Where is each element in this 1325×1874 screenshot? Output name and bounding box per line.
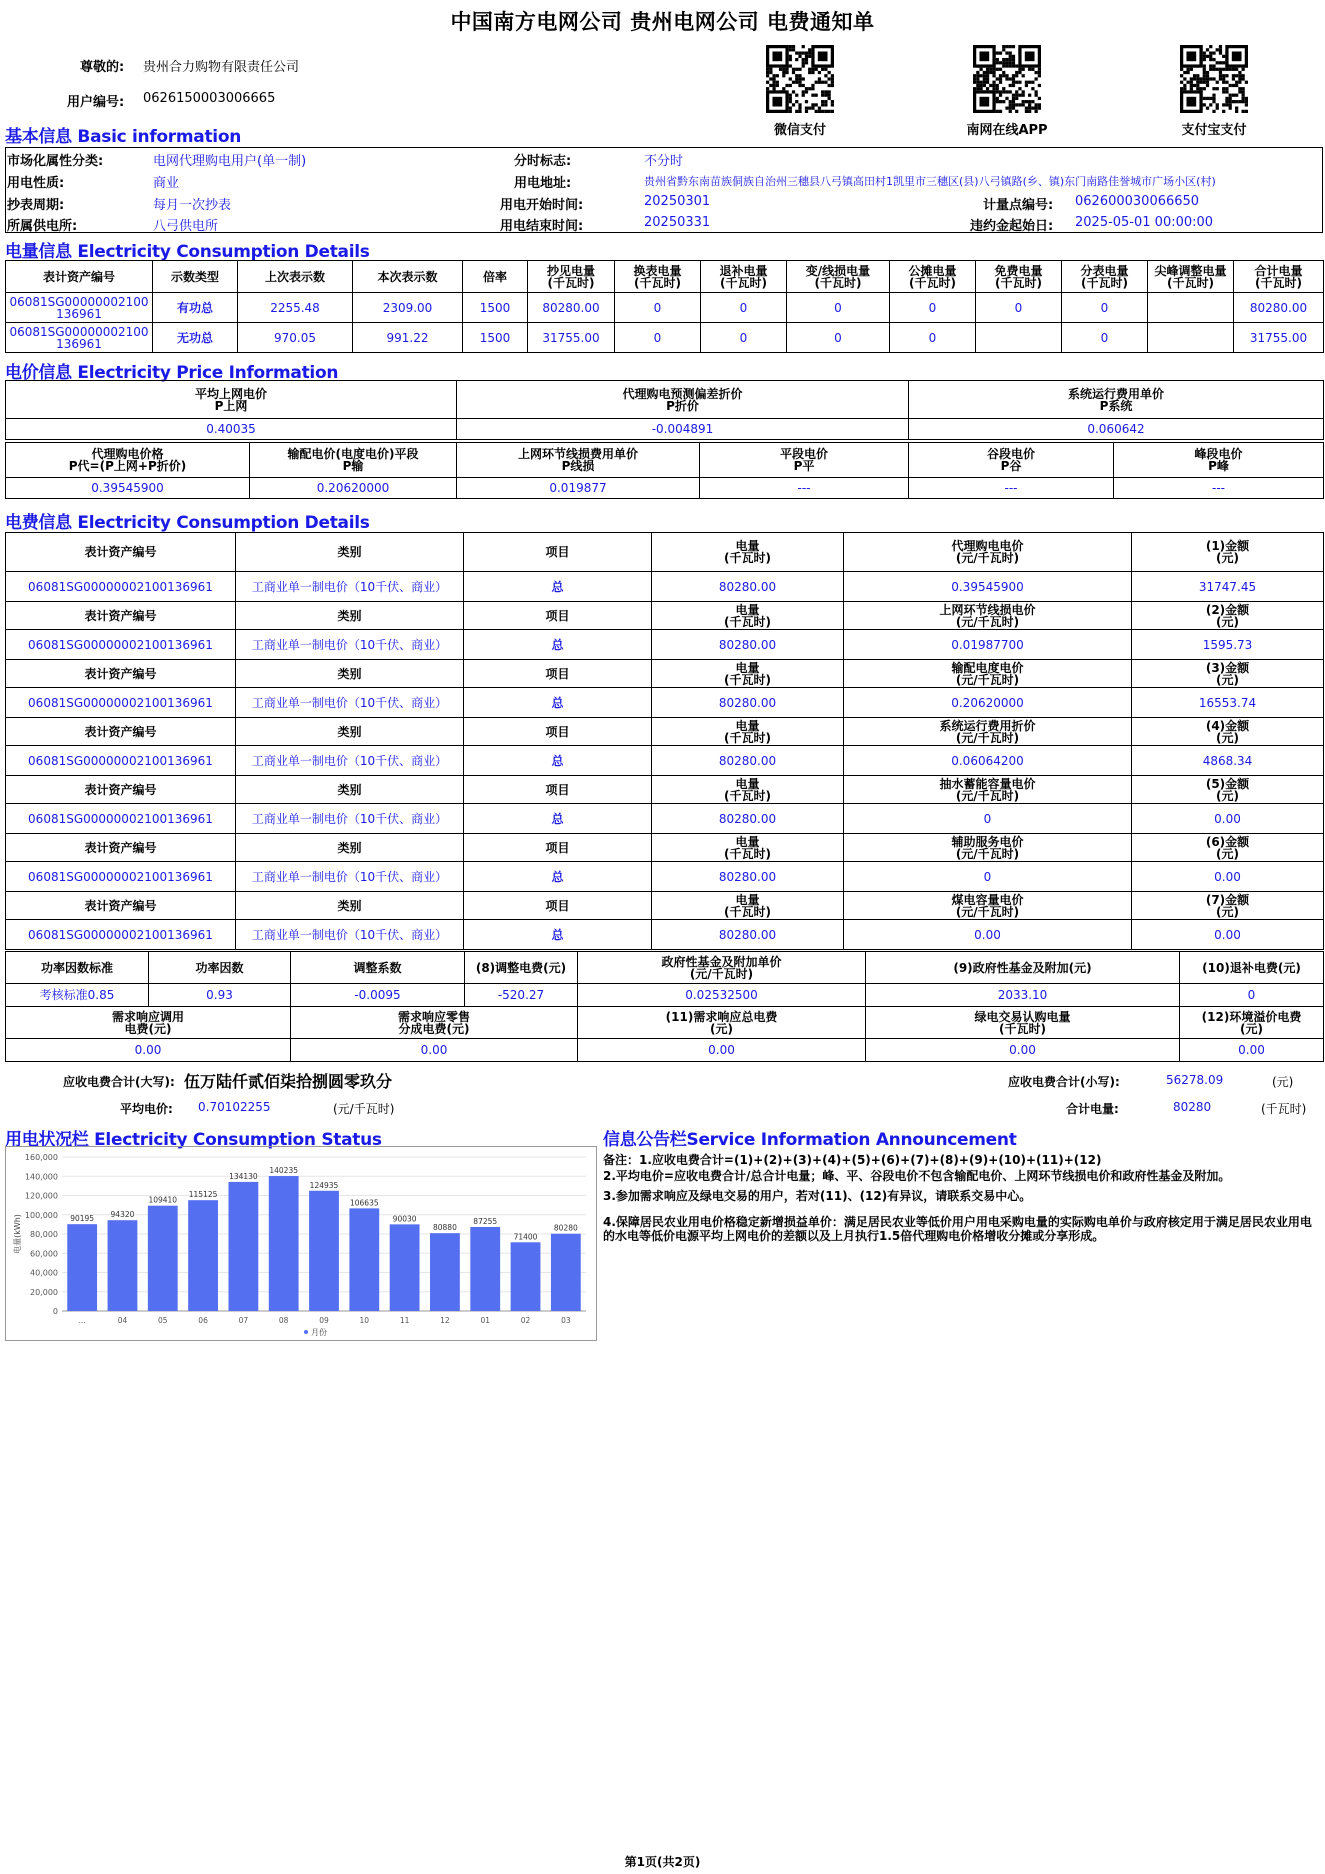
- end-date: 20250331: [644, 215, 711, 230]
- y-axis-label: 电量(kWh): [13, 1214, 22, 1254]
- col-meter: 表计资产编号: [6, 533, 236, 572]
- pf-standard-label: 功率因数标准: [6, 952, 149, 984]
- fee-qty: 80280.00: [652, 920, 844, 950]
- col-price: 上网环节线损电价 (元/千瓦时): [844, 602, 1132, 630]
- basic-info-title: 基本信息 Basic information: [5, 127, 241, 147]
- fee-amount: 31747.45: [1132, 572, 1324, 602]
- env-premium-label: (12)环境溢价电费 (元): [1180, 1007, 1324, 1039]
- fee-type: 工商业单一制电价（10千伏、商业）: [236, 572, 464, 602]
- end-label: 用电结束时间:: [500, 219, 584, 234]
- col-multiplier: 倍率: [463, 261, 528, 293]
- fee-amount: 0.00: [1132, 804, 1324, 834]
- valley-price: ---: [909, 478, 1114, 499]
- peak-price: ---: [1114, 478, 1324, 499]
- x-tick-label: ...: [78, 1316, 86, 1325]
- bar-value-label: 109410: [148, 1195, 178, 1205]
- this-reading: 991.22: [353, 323, 463, 353]
- col-amount: (5)金额 (元): [1132, 776, 1324, 804]
- col-amount: (6)金额 (元): [1132, 834, 1324, 862]
- loss-qty: 0: [787, 323, 890, 353]
- market-attr-label: 市场化属性分类:: [7, 154, 104, 169]
- gov-fund: 2033.10: [866, 984, 1180, 1007]
- col-meter: 表计资产编号: [6, 892, 236, 920]
- fee-item: 总: [464, 746, 652, 776]
- valley-price-label: 谷段电价 P谷: [909, 443, 1114, 478]
- total-cn: 伍万陆仟贰佰柒拾捌圆零玖分: [184, 1072, 393, 1091]
- fee-type: 工商业单一制电价（10千伏、商业）: [236, 630, 464, 660]
- y-tick-label: 160,000: [24, 1153, 58, 1162]
- col-item: 项目: [464, 776, 652, 804]
- alipay-qr-icon[interactable]: [1180, 45, 1248, 113]
- office: 八弓供电所: [153, 219, 219, 234]
- col-type: 类别: [236, 718, 464, 746]
- fee-table: [5, 532, 1324, 950]
- fee-item: 总: [464, 572, 652, 602]
- fee-price: 0.39545900: [844, 572, 1132, 602]
- fee-type: 工商业单一制电价（10千伏、商业）: [236, 688, 464, 718]
- meter-id: 06081SG00000002100136961: [6, 293, 153, 323]
- table-row: [6, 630, 1324, 660]
- table-row: [6, 804, 1324, 834]
- fee-header-row: [6, 602, 1324, 630]
- deviation-price-label: 代理购电预测偏差折价 P折价: [457, 381, 909, 419]
- green-qty: 0.00: [866, 1039, 1180, 1062]
- pf-standard: 考核标准0.85: [6, 984, 149, 1007]
- gov-fund-price-label: 政府性基金及附加单价 (元/千瓦时): [578, 952, 866, 984]
- start-date: 20250301: [644, 194, 711, 209]
- col-price: 系统运行费用折价 (元/千瓦时): [844, 718, 1132, 746]
- chart-bar: [148, 1206, 178, 1311]
- time-flag-label: 分时标志:: [514, 154, 572, 169]
- y-tick-label: 140,000: [24, 1172, 58, 1182]
- fee-type: 工商业单一制电价（10千伏、商业）: [236, 862, 464, 892]
- col-qty: 电量 (千瓦时): [652, 602, 844, 630]
- col-price: 辅助服务电价 (元/千瓦时): [844, 834, 1132, 862]
- penalty-label: 违约金起始日:: [970, 219, 1054, 234]
- fee-amount: 4868.34: [1132, 746, 1324, 776]
- office-label: 所属供电所:: [7, 219, 78, 234]
- fee-qty: 80280.00: [652, 630, 844, 660]
- col-type: 类别: [236, 776, 464, 804]
- y-tick-label: 60,000: [30, 1249, 58, 1259]
- meter-id: 06081SG00000002100136961: [6, 804, 236, 834]
- col-qty: 电量 (千瓦时): [652, 834, 844, 862]
- read-cycle: 每月一次抄表: [153, 198, 232, 213]
- x-tick-label: 12: [440, 1316, 450, 1325]
- table-row: [6, 862, 1324, 892]
- col-meter: 表计资产编号: [6, 602, 236, 630]
- transmission-price: 0.20620000: [250, 478, 457, 499]
- col-item: 项目: [464, 834, 652, 862]
- col-swap-qty: 换表电量 (千瓦时): [615, 261, 701, 293]
- fee-type: 工商业单一制电价（10千伏、商业）: [236, 804, 464, 834]
- chart-bar: [67, 1224, 97, 1311]
- meter-id: 06081SG00000002100136961: [6, 920, 236, 950]
- use-nature: 商业: [153, 176, 180, 191]
- consumption-table: [5, 260, 1324, 353]
- col-total-qty: 合计电量 (千瓦时): [1234, 261, 1324, 293]
- notice-line-3: 3.参加需求响应及绿电交易的用户，若对(11)、(12)有异议，请联系交易中心。: [603, 1189, 1032, 1203]
- col-price: 输配电度电价 (元/千瓦时): [844, 660, 1132, 688]
- peak-adj-qty: [1148, 323, 1234, 353]
- total-qty: 31755.00: [1234, 323, 1324, 353]
- fee-price: 0: [844, 804, 1132, 834]
- col-amount: (3)金额 (元): [1132, 660, 1324, 688]
- col-peak-adj-qty: 尖峰调整电量 (千瓦时): [1148, 261, 1234, 293]
- col-meter: 表计资产编号: [6, 261, 153, 293]
- price-table-2: [5, 442, 1324, 499]
- x-tick-label: 05: [157, 1316, 168, 1325]
- fee-amount: 1595.73: [1132, 630, 1324, 660]
- col-qty: 电量 (千瓦时): [652, 718, 844, 746]
- chart-bar: [188, 1200, 218, 1311]
- col-qty: 电量 (千瓦时): [652, 892, 844, 920]
- col-read-qty: 抄见电量 (千瓦时): [528, 261, 615, 293]
- agent-price-label: 代理购电价格 P代=(P上网+P折价): [6, 443, 250, 478]
- legend-label: 月份: [311, 1328, 327, 1337]
- bar-value-label: 80880: [432, 1223, 457, 1233]
- total-unit: (元): [1272, 1075, 1294, 1089]
- csg-app-label: 南网在线APP: [966, 123, 1048, 138]
- col-this-reading: 本次表示数: [353, 261, 463, 293]
- fee-item: 总: [464, 804, 652, 834]
- col-qty: 电量 (千瓦时): [652, 660, 844, 688]
- y-tick-label: 40,000: [30, 1268, 58, 1278]
- bar-value-label: 71400: [513, 1232, 538, 1242]
- line-loss-price: 0.019877: [457, 478, 700, 499]
- y-tick-label: 100,000: [24, 1210, 58, 1220]
- sub-qty: 0: [1062, 293, 1148, 323]
- fee-price: 0.20620000: [844, 688, 1132, 718]
- y-tick-label: 20,000: [30, 1287, 58, 1297]
- read-qty: 80280.00: [528, 293, 615, 323]
- col-meter: 表计资产编号: [6, 834, 236, 862]
- adj-coef-label: 调整系数: [291, 952, 465, 984]
- shared-qty: 0: [890, 293, 976, 323]
- x-tick-label: 09: [319, 1316, 329, 1325]
- sub-qty: 0: [1062, 323, 1148, 353]
- bar-value-label: 115125: [188, 1190, 218, 1200]
- bar-value-label: 134130: [229, 1171, 258, 1181]
- line-loss-price-label: 上网环节线损费用单价 P线损: [457, 443, 700, 478]
- this-reading: 2309.00: [353, 293, 463, 323]
- total-cn-label: 应收电费合计(大写):: [63, 1075, 175, 1089]
- transmission-price-label: 输配电价(电度电价)平段 P输: [250, 443, 457, 478]
- chart-bar: [349, 1208, 379, 1311]
- fee-header-row: [6, 892, 1324, 920]
- start-label: 用电开始时间:: [500, 198, 584, 213]
- col-amount: (2)金额 (元): [1132, 602, 1324, 630]
- dr-call-fee: 0.00: [6, 1039, 291, 1062]
- consumption-bar-chart: [6, 1147, 596, 1340]
- address: 贵州省黔东南苗族侗族自治州三穗县八弓镇高田村1凯里市三穗区(县)八弓镇路(乡、镇)东门南路佳誉城市广场小区(村): [644, 175, 1216, 188]
- avg-grid-price-label: 平均上网电价 P上网: [6, 381, 457, 419]
- fee-qty: 80280.00: [652, 746, 844, 776]
- table-row: [6, 746, 1324, 776]
- y-tick-label: 0: [52, 1307, 58, 1316]
- price-table-1: [5, 380, 1324, 440]
- table-row: [6, 293, 1324, 323]
- col-amount: (7)金额 (元): [1132, 892, 1324, 920]
- x-tick-label: 01: [480, 1316, 491, 1325]
- total-qty: 80280.00: [1234, 293, 1324, 323]
- fee-item: 总: [464, 630, 652, 660]
- alipay-label: 支付宝支付: [1181, 123, 1247, 138]
- legend-marker: [304, 1330, 308, 1334]
- col-meter: 表计资产编号: [6, 776, 236, 804]
- notice-line-4: 4.保障居民农业用电价格稳定新增损益单价：满足居民农业等低价用户用电采购电量的实际购电单价与政府核定用于满足居民农业用电的水电等低价电源平均上网电价的差额以及上月执行1.5倍代理购电价格增收分摊或分享形成。: [603, 1215, 1312, 1243]
- refund-fee: 0: [1180, 984, 1324, 1007]
- x-tick-label: 02: [520, 1316, 531, 1325]
- col-last-reading: 上次表示数: [238, 261, 353, 293]
- multiplier: 1500: [463, 323, 528, 353]
- flat-price: ---: [700, 478, 909, 499]
- use-nature-label: 用电性质:: [7, 176, 65, 191]
- fee-title: 电费信息 Electricity Consumption Details: [5, 513, 370, 533]
- fee-item: 总: [464, 920, 652, 950]
- read-cycle-label: 抄表周期:: [7, 198, 65, 213]
- agent-price: 0.39545900: [6, 478, 250, 499]
- x-tick-label: 07: [238, 1316, 249, 1325]
- bar-value-label: 124935: [309, 1180, 339, 1190]
- fee-header-row: [6, 533, 1324, 572]
- avg-grid-price: 0.40035: [6, 419, 457, 440]
- fee-type: 工商业单一制电价（10千伏、商业）: [236, 920, 464, 950]
- flat-price-label: 平段电价 P平: [700, 443, 909, 478]
- adj-fee-label: (8)调整电费(元): [465, 952, 578, 984]
- dr-total-fee: 0.00: [578, 1039, 866, 1062]
- system-fee-price-label: 系统运行费用单价 P系统: [909, 381, 1324, 419]
- gov-fund-price: 0.02532500: [578, 984, 866, 1007]
- fee-qty: 80280.00: [652, 572, 844, 602]
- col-item: 项目: [464, 718, 652, 746]
- meter-id: 06081SG00000002100136961: [6, 746, 236, 776]
- page-title: 中国南方电网公司 贵州电网公司 电费通知单: [450, 10, 875, 34]
- user-no: 0626150003006665: [143, 91, 276, 106]
- col-item: 项目: [464, 660, 652, 688]
- y-tick-label: 120,000: [24, 1191, 58, 1201]
- notice-title: 信息公告栏Service Information Announcement: [603, 1130, 1017, 1150]
- wechat-pay-qr-icon[interactable]: [766, 45, 834, 113]
- basic-info-box: [5, 147, 1323, 233]
- consumption-header-row: [6, 261, 1324, 293]
- notice-content: [603, 1153, 1323, 1243]
- fee-amount: 16553.74: [1132, 688, 1324, 718]
- chart-bar: [228, 1182, 258, 1311]
- penalty-date: 2025-05-01 00:00:00: [1075, 215, 1214, 230]
- col-type: 类别: [236, 660, 464, 688]
- deviation-price: -0.004891: [457, 419, 909, 440]
- dr-call-fee-label: 需求响应调用 电费(元): [6, 1007, 291, 1039]
- wechat-pay-label: 微信支付: [773, 123, 826, 138]
- meter-point: 062600030066650: [1075, 194, 1200, 209]
- page-number: 第1页(共2页): [624, 1855, 701, 1869]
- bar-value-label: 90030: [392, 1214, 417, 1224]
- bar-value-label: 80280: [553, 1223, 578, 1233]
- reading-type: 有功总: [153, 293, 238, 323]
- multiplier: 1500: [463, 293, 528, 323]
- x-tick-label: 04: [117, 1316, 128, 1325]
- peak-adj-qty: [1148, 293, 1234, 323]
- meter-id: 06081SG00000002100136961: [6, 323, 153, 353]
- demand-response-table: [5, 1006, 1324, 1062]
- free-qty: 0: [976, 293, 1062, 323]
- col-reading-type: 示数类型: [153, 261, 238, 293]
- col-qty: 电量 (千瓦时): [652, 533, 844, 572]
- col-item: 项目: [464, 533, 652, 572]
- bar-value-label: 106635: [349, 1198, 379, 1208]
- pf: 0.93: [149, 984, 291, 1007]
- bar-value-label: 94320: [110, 1210, 135, 1220]
- col-type: 类别: [236, 602, 464, 630]
- chart-bar: [269, 1176, 299, 1311]
- swap-qty: 0: [615, 293, 701, 323]
- meter-id: 06081SG00000002100136961: [6, 862, 236, 892]
- qty-label: 合计电量:: [1066, 1102, 1119, 1116]
- fee-header-row: [6, 776, 1324, 804]
- total-label: 应收电费合计(小写):: [1008, 1075, 1120, 1089]
- system-fee-price: 0.060642: [909, 419, 1324, 440]
- shared-qty: 0: [890, 323, 976, 353]
- meter-id: 06081SG00000002100136961: [6, 630, 236, 660]
- chart-bar: [470, 1227, 500, 1311]
- market-attr: 电网代理购电用户(单一制): [153, 154, 307, 169]
- adjustment-table: [5, 951, 1324, 1007]
- refund-fee-label: (10)退补电费(元): [1180, 952, 1324, 984]
- adj-coef: -0.0095: [291, 984, 465, 1007]
- loss-qty: 0: [787, 293, 890, 323]
- customer-name: 贵州合力购物有限责任公司: [143, 60, 300, 75]
- fee-item: 总: [464, 862, 652, 892]
- fee-price: 0.01987700: [844, 630, 1132, 660]
- adj-fee: -520.27: [465, 984, 578, 1007]
- last-reading: 970.05: [238, 323, 353, 353]
- chart-bar: [551, 1234, 581, 1311]
- fee-type: 工商业单一制电价（10千伏、商业）: [236, 746, 464, 776]
- read-qty: 31755.00: [528, 323, 615, 353]
- price-title: 电价信息 Electricity Price Information: [5, 363, 339, 383]
- env-premium: 0.00: [1180, 1039, 1324, 1062]
- col-price: 抽水蓄能容量电价 (元/千瓦时): [844, 776, 1132, 804]
- table-row: [6, 688, 1324, 718]
- green-qty-label: 绿电交易认购电量 (千瓦时): [866, 1007, 1180, 1039]
- time-flag: 不分时: [644, 154, 684, 169]
- total: 56278.09: [1166, 1073, 1224, 1087]
- y-tick-label: 80,000: [30, 1230, 58, 1239]
- fee-qty: 80280.00: [652, 862, 844, 892]
- x-tick-label: 03: [561, 1316, 571, 1325]
- table-row: [6, 323, 1324, 353]
- meter-id: 06081SG00000002100136961: [6, 688, 236, 718]
- respected-label: 尊敬的:: [80, 60, 125, 75]
- chart-bar: [511, 1242, 541, 1311]
- col-shared-qty: 公摊电量 (千瓦时): [890, 261, 976, 293]
- dr-retail-fee-label: 需求响应零售 分成电费(元): [291, 1007, 578, 1039]
- bar-value-label: 87255: [473, 1217, 498, 1227]
- refund-qty: 0: [701, 323, 787, 353]
- avg-price: 0.70102255: [198, 1100, 271, 1114]
- user-no-label: 用户编号:: [67, 95, 125, 110]
- free-qty: [976, 323, 1062, 353]
- refund-qty: 0: [701, 293, 787, 323]
- dr-total-fee-label: (11)需求响应总电费 (元): [578, 1007, 866, 1039]
- col-price: 煤电容量电价 (元/千瓦时): [844, 892, 1132, 920]
- col-type: 类别: [236, 834, 464, 862]
- reading-type: 无功总: [153, 323, 238, 353]
- peak-price-label: 峰段电价 P峰: [1114, 443, 1324, 478]
- csg-app-qr-icon[interactable]: [973, 45, 1041, 113]
- fee-amount: 0.00: [1132, 920, 1324, 950]
- qty-unit: (千瓦时): [1261, 1102, 1307, 1116]
- address-label: 用电地址:: [514, 176, 572, 191]
- fee-header-row: [6, 718, 1324, 746]
- col-type: 类别: [236, 892, 464, 920]
- fee-price: 0.00: [844, 920, 1132, 950]
- col-meter: 表计资产编号: [6, 660, 236, 688]
- table-row: [6, 920, 1324, 950]
- consumption-chart: [5, 1146, 597, 1341]
- bar-value-label: 140235: [269, 1166, 299, 1176]
- gov-fund-label: (9)政府性基金及附加(元): [866, 952, 1180, 984]
- fee-qty: 80280.00: [652, 804, 844, 834]
- avg-price-unit: (元/千瓦时): [333, 1102, 395, 1116]
- x-tick-label: 06: [198, 1316, 208, 1325]
- fee-item: 总: [464, 688, 652, 718]
- fee-qty: 80280.00: [652, 688, 844, 718]
- col-price: 代理购电电价 (元/千瓦时): [844, 533, 1132, 572]
- notice-line-2: 2.平均电价=应收电费合计/总合计电量；峰、平、谷段电价不包含输配电价、上网环节线损电价和政府性基金及附加。: [603, 1169, 1231, 1183]
- status-title: 用电状况栏 Electricity Consumption Status: [5, 1130, 382, 1150]
- chart-bar: [108, 1220, 138, 1311]
- dr-retail-fee: 0.00: [291, 1039, 578, 1062]
- chart-bar: [390, 1224, 420, 1311]
- pf-label: 功率因数: [149, 952, 291, 984]
- swap-qty: 0: [615, 323, 701, 353]
- chart-bar: [309, 1191, 339, 1311]
- meter-id: 06081SG00000002100136961: [6, 572, 236, 602]
- last-reading: 2255.48: [238, 293, 353, 323]
- col-free-qty: 免费电量 (千瓦时): [976, 261, 1062, 293]
- col-meter: 表计资产编号: [6, 718, 236, 746]
- col-amount: (4)金额 (元): [1132, 718, 1324, 746]
- chart-bar: [430, 1233, 460, 1311]
- x-tick-label: 11: [399, 1316, 410, 1325]
- consumption-title: 电量信息 Electricity Consumption Details: [5, 242, 370, 262]
- avg-price-label: 平均电价:: [120, 1102, 173, 1116]
- col-qty: 电量 (千瓦时): [652, 776, 844, 804]
- notice-line-1: 备注：1.应收电费合计=(1)+(2)+(3)+(4)+(5)+(6)+(7)+(8)+(9)+(10)+(11)+(12): [603, 1153, 1102, 1167]
- qty: 80280: [1173, 1100, 1212, 1114]
- col-item: 项目: [464, 892, 652, 920]
- col-item: 项目: [464, 602, 652, 630]
- table-row: [6, 572, 1324, 602]
- fee-price: 0.06064200: [844, 746, 1132, 776]
- x-tick-label: 08: [278, 1316, 289, 1325]
- fee-price: 0: [844, 862, 1132, 892]
- bar-value-label: 90195: [70, 1214, 95, 1224]
- fee-header-row: [6, 660, 1324, 688]
- col-amount: (1)金额 (元): [1132, 533, 1324, 572]
- col-refund-qty: 退补电量 (千瓦时): [701, 261, 787, 293]
- x-tick-label: 10: [359, 1316, 370, 1325]
- col-type: 类别: [236, 533, 464, 572]
- fee-amount: 0.00: [1132, 862, 1324, 892]
- col-sub-qty: 分表电量 (千瓦时): [1062, 261, 1148, 293]
- col-loss-qty: 变/线损电量 (千瓦时): [787, 261, 890, 293]
- fee-header-row: [6, 834, 1324, 862]
- meter-point-label: 计量点编号:: [983, 198, 1054, 213]
